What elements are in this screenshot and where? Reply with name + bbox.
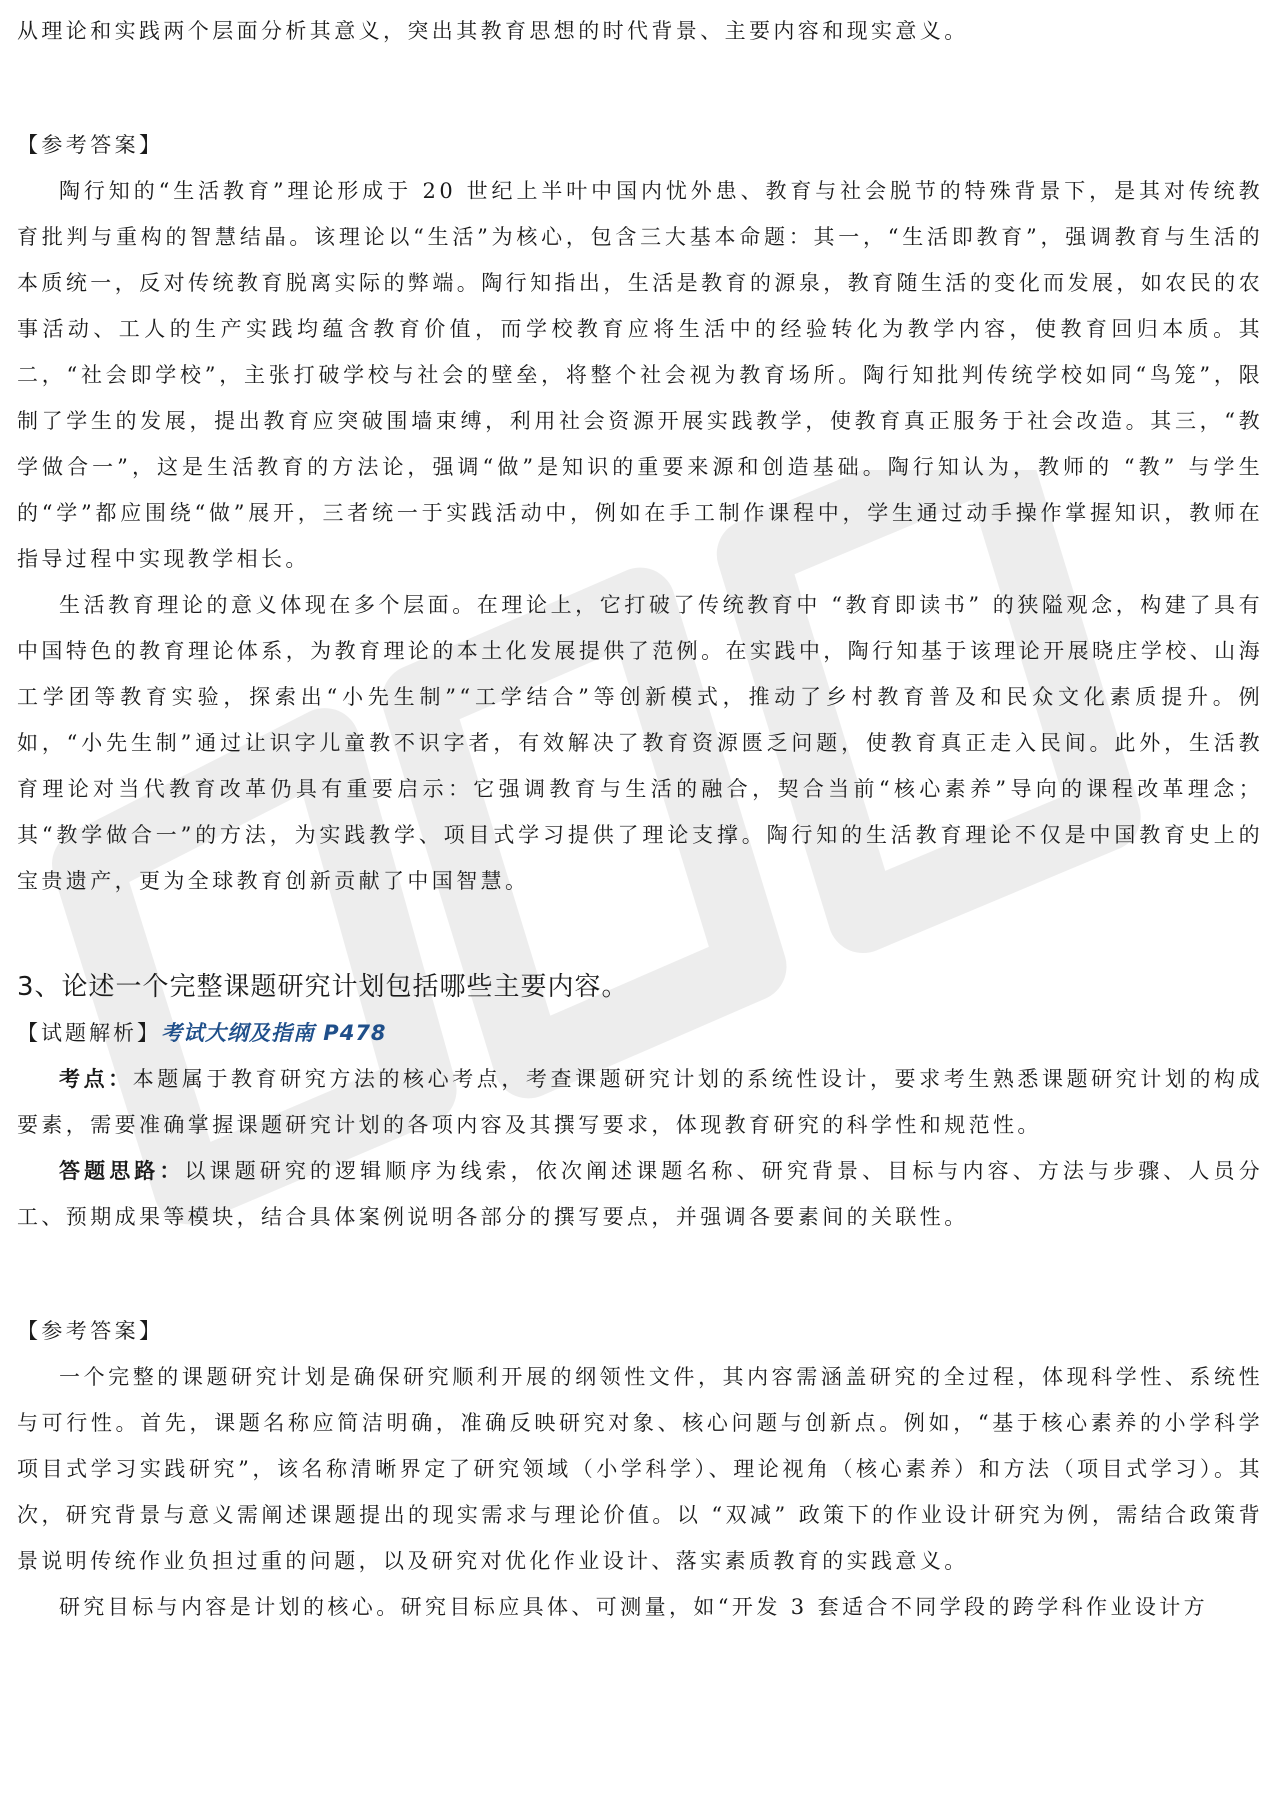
analysis-label: 【试题解析】 — [17, 1021, 161, 1045]
intro-line: 从理论和实践两个层面分析其意义，突出其教育思想的时代背景、主要内容和现实意义。 — [17, 19, 969, 43]
answer3-label: 【参考答案】 — [17, 1319, 164, 1343]
answer1-label: 【参考答案】 — [17, 133, 164, 157]
kaodian-label: 考点： — [59, 1066, 133, 1091]
answer1-paragraph-1: 陶行知的“生活教育”理论形成于 20 世纪上半叶中国内忧外患、教育与社会脱节的特殊背景下，是其对传统教育批判与重构的智慧结晶。该理论以“生活”为核心，包含三大基本命题：其一，“生活即教育”，强调教育与生活的本质统一，反对传统教育脱离实际的弊端。陶行知指出，生活是教育的源泉，教育随生活的变化而发展，如农民的农事活动、工人的生产实践均蕴含教育价值，而学校教育应将生活中的经验转化为教学内容，使教育回归本质。其二，“社会即学校”，主张打破学校与社会的壁垒，将整个社会视为教育场所。陶行知批判传统学校如同“鸟笼”，限制了学生的发展，提出教育应突破围墙束缚，利用社会资源开展实践教学，使教育真正服务于社会改造。其三，“教学做合一”，这是生活教育的方法论，强调“做”是知识的重要来源和创造基础。陶行知认为，教师的 “教” 与学生的“学”都应围绕“做”展开，三者统一于实践活动中，例如在手工制作课程中，学生通过动手操作掌握知识，教师在指导过程中实现教学相长。 — [17, 179, 1263, 571]
silu-text: 以课题研究的逻辑顺序为线索，依次阐述课题名称、研究背景、目标与内容、方法与步骤、人员分工、预期成果等模块，结合具体案例说明各部分的撰写要点，并强调各要素间的关联性。 — [17, 1159, 1264, 1229]
silu-label: 答题思路： — [59, 1158, 185, 1183]
kaodian-paragraph — [17, 1056, 1263, 1148]
silu-paragraph — [17, 1148, 1263, 1240]
kaodian-text: 本题属于教育研究方法的核心考点，考查课题研究计划的系统性设计，要求考生熟悉课题研究计划的构成要素，需要准确掌握课题研究计划的各项内容及其撰写要求，体现教育研究的科学性和规范性。 — [17, 1067, 1263, 1137]
document-page — [17, 0, 1263, 1630]
answer1-paragraph-2: 生活教育理论的意义体现在多个层面。在理论上，它打破了传统教育中 “教育即读书” 的狭隘观念，构建了具有中国特色的教育理论体系，为教育理论的本土化发展提供了范例。在实践中，陶行知基于该理论开展晓庄学校、山海工学团等教育实验，探索出“小先生制”“工学结合”等创新模式，推动了乡村教育普及和民众文化素质提升。例如，“小先生制”通过让识字儿童教不识字者，有效解决了教育资源匮乏问题，使教育真正走入民间。此外，生活教育理论对当代教育改革仍具有重要启示：它强调教育与生活的融合，契合当前“核心素养”导向的课程改革理念；其“教学做合一”的方法，为实践教学、项目式学习提供了理论支撑。陶行知的生活教育理论不仅是中国教育史上的宝贵遗产，更为全球教育创新贡献了中国智慧。 — [17, 593, 1263, 893]
syllabus-reference-link[interactable]: 考试大纲及指南 P478 — [161, 1021, 387, 1045]
answer3-paragraph-1: 一个完整的课题研究计划是确保研究顺利开展的纲领性文件，其内容需涵盖研究的全过程，体现科学性、系统性与可行性。首先，课题名称应简洁明确，准确反映研究对象、核心问题与创新点。例如，“基于核心素养的小学科学项目式学习实践研究”，该名称清晰界定了研究领域（小学科学）、理论视角（核心素养）和方法（项目式学习）。其次，研究背景与意义需阐述课题提出的现实需求与理论价值。以 “双减” 政策下的作业设计研究为例，需结合政策背景说明传统作业负担过重的问题，以及研究对优化作业设计、落实素质教育的实践意义。 — [17, 1365, 1263, 1573]
question3-title: 3、论述一个完整课题研究计划包括哪些主要内容。 — [17, 972, 629, 1002]
analysis-line — [17, 1010, 1263, 1056]
answer3-paragraph-2: 研究目标与内容是计划的核心。研究目标应具体、可测量，如“开发 3 套适合不同学段的跨学科作业设计方 — [59, 1595, 1209, 1619]
